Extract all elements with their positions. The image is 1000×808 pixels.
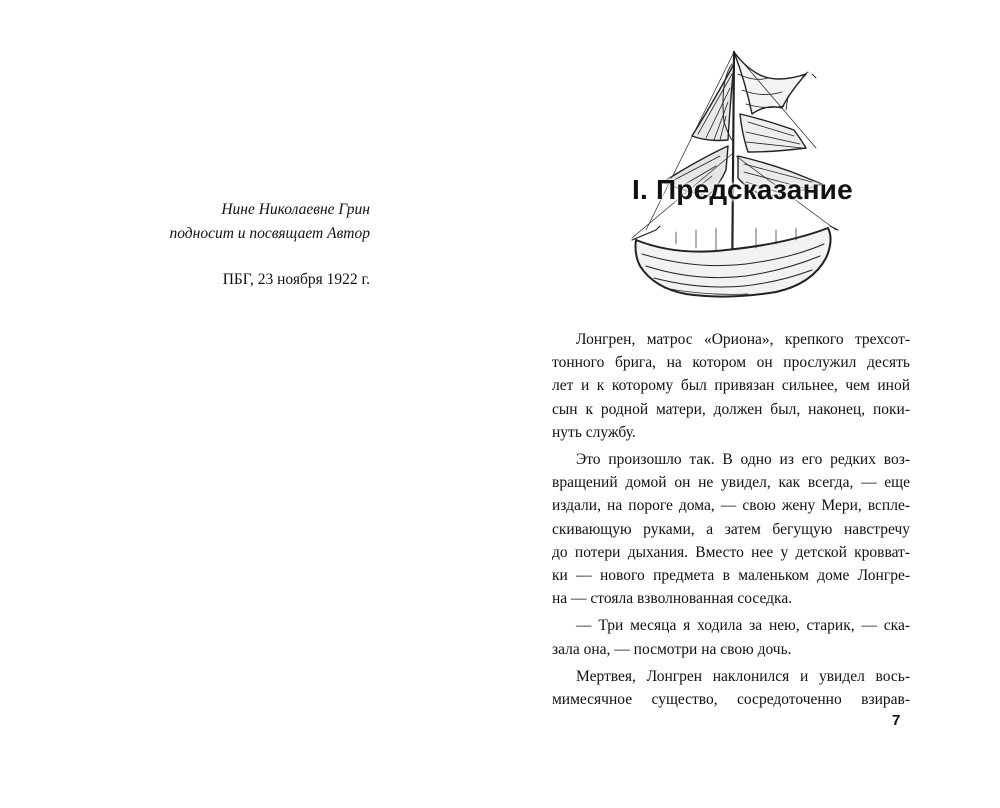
chapter-body-text — [552, 328, 910, 711]
text-line: лет и к которому был привязан сильнее, чем иной — [552, 377, 910, 395]
page-number: 7 — [892, 712, 901, 729]
dedication-line: подносит и посвящает Автор — [169, 225, 370, 242]
text-line: — Три месяца я ходила за нею, старик, — ска- — [576, 617, 910, 635]
paragraph — [552, 614, 910, 660]
text-line: мимесячное существо, сосредоточенно взирав- — [552, 691, 910, 709]
text-line: тонного брига, на котором он прослужил десять — [552, 354, 910, 372]
paragraph — [552, 328, 910, 444]
dedication-line: Нине Николаевне Грин — [221, 201, 370, 218]
paragraph — [552, 665, 910, 711]
text-line: Это произошло так. В одно из его редких воз- — [576, 451, 910, 469]
right-page — [500, 0, 1000, 808]
text-line: нуть службу. — [552, 423, 636, 441]
text-line: Мертвея, Лонгрен наклонился и увидел вось- — [576, 667, 910, 685]
text-line: сын к родной матери, должен был, наконец, поки- — [552, 400, 910, 418]
text-line: издали, на пороге дома, — свою жену Мери, вспле- — [552, 497, 910, 515]
chapter-title: I. Предсказание — [632, 174, 853, 205]
text-line: Лонгрен, матрос «Ориона», крепкого трехсот- — [576, 331, 910, 348]
text-line: до потери дыхания. Вместо нее у детской кровват- — [552, 543, 910, 561]
dedication — [120, 198, 370, 292]
text-line: зала она, — посмотри на свою дочь. — [552, 640, 792, 658]
paragraph — [552, 448, 910, 610]
text-line: на — стояла взволнованная соседка. — [552, 590, 793, 608]
text-line: скивающую руками, а затем бегущую навстречу — [552, 520, 910, 538]
text-line: ки — нового предмета в маленьком доме Лонгре- — [552, 567, 910, 585]
text-line: вращений домой он не увидел, как всегда, — еще — [552, 474, 910, 492]
dedication-signature: ПБГ, 23 ноября 1922 г. — [222, 271, 370, 288]
